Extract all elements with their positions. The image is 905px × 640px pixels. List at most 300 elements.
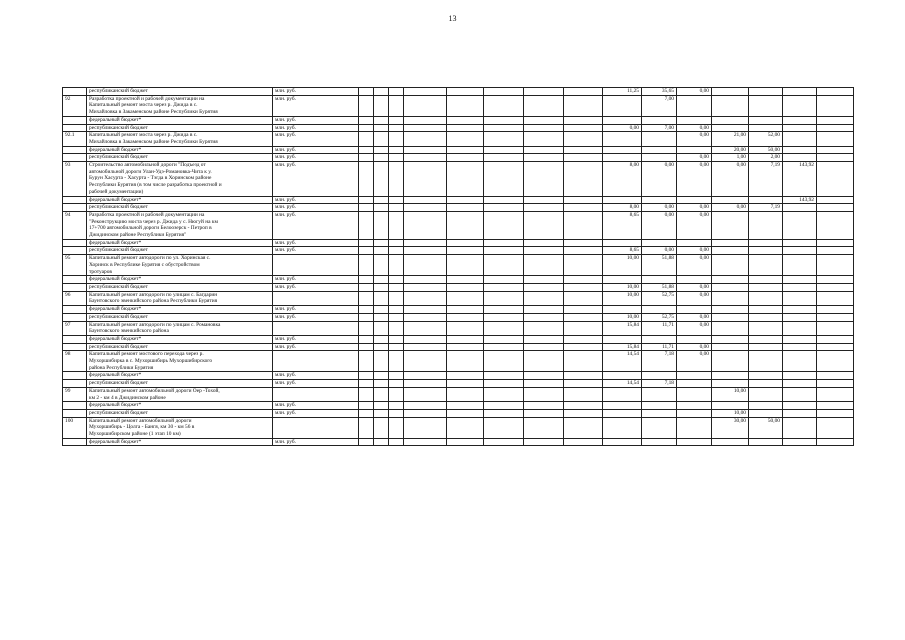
empty-cell (404, 343, 447, 351)
value-cell (783, 313, 817, 321)
value-cell: 10,00 (712, 409, 749, 417)
empty-cell (404, 351, 447, 372)
unit-cell: млн. руб. (273, 372, 359, 380)
description-cell (87, 380, 273, 388)
empty-cell (484, 438, 524, 446)
empty-cell (374, 343, 389, 351)
row-number-cell: 96 (63, 291, 87, 305)
empty-cell (524, 95, 564, 116)
row-number-cell (63, 276, 87, 284)
empty-cell (374, 132, 389, 146)
description-cell (87, 306, 273, 314)
description-cell (87, 255, 273, 276)
empty-cell (374, 276, 389, 284)
empty-cell (484, 276, 524, 284)
value-cell: 30,00 (712, 417, 749, 438)
empty-cell (389, 380, 404, 388)
description-line: Михайловка в Закаменском районе Республики Бурятия (89, 138, 218, 145)
value-cell (677, 387, 712, 401)
empty-cell (374, 154, 389, 162)
empty-cell (404, 380, 447, 388)
value-cell (677, 146, 712, 154)
description-cell (87, 211, 273, 239)
empty-cell (389, 247, 404, 255)
description-line: Хоринск в Республике Бурятия с обустройством (89, 261, 200, 268)
description-line: республиканский бюджет (89, 247, 148, 254)
value-cell (712, 306, 749, 314)
value-cell: 8,65 (603, 247, 642, 255)
value-cell (603, 132, 642, 146)
value-cell (642, 417, 677, 438)
empty-cell (389, 211, 404, 239)
empty-cell (359, 88, 374, 96)
empty-cell (359, 162, 374, 197)
empty-cell (359, 380, 374, 388)
empty-cell (564, 255, 603, 276)
unit-cell: млн. руб. (273, 146, 359, 154)
empty-cell (374, 313, 389, 321)
empty-cell (447, 438, 484, 446)
table-row (63, 247, 854, 255)
value-cell (817, 276, 854, 284)
empty-cell (374, 239, 389, 247)
unit-cell: млн. руб. (273, 88, 359, 96)
value-cell (749, 291, 783, 305)
value-cell: 8,00 (603, 162, 642, 197)
value-cell (783, 211, 817, 239)
empty-cell (564, 247, 603, 255)
unit-cell: млн. руб. (273, 239, 359, 247)
table-row (63, 283, 854, 291)
description-cell (87, 417, 273, 438)
empty-cell (389, 438, 404, 446)
unit-cell: млн. руб. (273, 313, 359, 321)
empty-cell (374, 306, 389, 314)
value-cell (642, 239, 677, 247)
unit-cell: млн. руб. (273, 283, 359, 291)
description-cell (87, 351, 273, 372)
empty-cell (374, 255, 389, 276)
empty-cell (404, 321, 447, 335)
description-line: федеральный бюджет* (89, 335, 142, 342)
row-number-cell (63, 239, 87, 247)
description-line: Капитальный ремонт мостового перехода через р. (89, 351, 204, 358)
unit-cell: млн. руб. (273, 335, 359, 343)
table-row (63, 88, 854, 96)
description-line: Разработка проектной и рабочей документации на (89, 95, 205, 102)
description-line: района Республики Бурятия (89, 364, 154, 371)
empty-cell (484, 124, 524, 132)
value-cell: 10,00 (603, 255, 642, 276)
empty-cell (447, 276, 484, 284)
empty-cell (447, 351, 484, 372)
value-cell (677, 196, 712, 204)
value-cell (817, 387, 854, 401)
description-line: республиканский бюджет (89, 283, 148, 290)
empty-cell (564, 116, 603, 124)
empty-cell (404, 162, 447, 197)
value-cell (712, 372, 749, 380)
empty-cell (524, 387, 564, 401)
empty-cell (447, 211, 484, 239)
empty-cell (447, 417, 484, 438)
row-number-cell (63, 116, 87, 124)
description-line: Разработка проектной и рабочей документации на (89, 211, 205, 218)
value-cell: 0,00 (677, 132, 712, 146)
value-cell (817, 116, 854, 124)
value-cell (817, 239, 854, 247)
value-cell (712, 116, 749, 124)
value-cell: 11,71 (642, 321, 677, 335)
row-number-cell: 92.1 (63, 132, 87, 146)
value-cell (677, 438, 712, 446)
empty-cell (389, 283, 404, 291)
value-cell (712, 211, 749, 239)
row-number-cell: 93 (63, 162, 87, 197)
empty-cell (524, 88, 564, 96)
description-line: рабочей документации) (89, 188, 144, 195)
empty-cell (404, 154, 447, 162)
value-cell (603, 387, 642, 401)
value-cell (783, 387, 817, 401)
empty-cell (564, 95, 603, 116)
empty-cell (359, 283, 374, 291)
value-cell (603, 438, 642, 446)
empty-cell (374, 88, 389, 96)
value-cell: 10,00 (712, 387, 749, 401)
unit-cell: млн. руб. (273, 132, 359, 146)
empty-cell (359, 276, 374, 284)
value-cell: 10,00 (603, 283, 642, 291)
empty-cell (564, 124, 603, 132)
table-row (63, 162, 854, 197)
value-cell: 0,00 (677, 351, 712, 372)
empty-cell (374, 124, 389, 132)
value-cell (677, 372, 712, 380)
empty-cell (447, 116, 484, 124)
empty-cell (484, 313, 524, 321)
value-cell (603, 276, 642, 284)
row-number-cell (63, 204, 87, 212)
value-cell (712, 255, 749, 276)
table-row (63, 387, 854, 401)
empty-cell (404, 204, 447, 212)
value-cell (677, 417, 712, 438)
empty-cell (389, 154, 404, 162)
value-cell: 0,00 (677, 343, 712, 351)
description-line: республиканский бюджет (89, 204, 148, 211)
value-cell (603, 372, 642, 380)
value-cell: 0,00 (677, 154, 712, 162)
description-line: Капитальный ремонт автодороги по улицам с. Багдарин (89, 291, 218, 298)
description-line: км 2 - км 4 в Джидинском районе (89, 394, 166, 401)
value-cell (783, 255, 817, 276)
empty-cell (404, 124, 447, 132)
description-line: республиканский бюджет (89, 124, 148, 131)
empty-cell (374, 291, 389, 305)
value-cell (817, 132, 854, 146)
empty-cell (447, 313, 484, 321)
empty-cell (447, 335, 484, 343)
description-cell (87, 196, 273, 204)
empty-cell (359, 335, 374, 343)
description-cell (87, 283, 273, 291)
empty-cell (484, 88, 524, 96)
empty-cell (447, 380, 484, 388)
empty-cell (447, 247, 484, 255)
empty-cell (389, 255, 404, 276)
value-cell (603, 335, 642, 343)
empty-cell (564, 402, 603, 410)
empty-cell (524, 124, 564, 132)
value-cell (783, 438, 817, 446)
value-cell (783, 343, 817, 351)
value-cell (783, 335, 817, 343)
value-cell (817, 321, 854, 335)
value-cell (783, 116, 817, 124)
empty-cell (484, 162, 524, 197)
empty-cell (359, 255, 374, 276)
description-cell (87, 276, 273, 284)
empty-cell (359, 402, 374, 410)
value-cell: 51,88 (642, 255, 677, 276)
empty-cell (404, 196, 447, 204)
value-cell: 20,00 (712, 146, 749, 154)
empty-cell (564, 313, 603, 321)
empty-cell (447, 283, 484, 291)
empty-cell (404, 283, 447, 291)
unit-cell: млн. руб. (273, 438, 359, 446)
value-cell (783, 306, 817, 314)
value-cell (642, 132, 677, 146)
row-number-cell: 99 (63, 387, 87, 401)
empty-cell (524, 283, 564, 291)
value-cell (712, 438, 749, 446)
empty-cell (564, 409, 603, 417)
value-cell (817, 313, 854, 321)
empty-cell (484, 291, 524, 305)
table-row (63, 313, 854, 321)
empty-cell (404, 402, 447, 410)
value-cell (712, 196, 749, 204)
description-line: Строительство автомобильной дороги "Подъезд от (89, 162, 206, 169)
value-cell (677, 306, 712, 314)
empty-cell (524, 321, 564, 335)
value-cell (783, 283, 817, 291)
value-cell: 11,71 (642, 343, 677, 351)
value-cell (749, 409, 783, 417)
empty-cell (389, 116, 404, 124)
empty-cell (404, 313, 447, 321)
value-cell: 2,00 (749, 154, 783, 162)
description-cell (87, 124, 273, 132)
value-cell (817, 409, 854, 417)
table-row (63, 116, 854, 124)
empty-cell (524, 313, 564, 321)
value-cell (817, 88, 854, 96)
empty-cell (389, 124, 404, 132)
empty-cell (389, 335, 404, 343)
value-cell (817, 351, 854, 372)
row-number-cell (63, 438, 87, 446)
empty-cell (389, 402, 404, 410)
empty-cell (484, 417, 524, 438)
description-line: федеральный бюджет* (89, 438, 142, 445)
description-line: Мухоршибирь - Цолга - Бангя, км 30 - км 56 в (89, 424, 195, 431)
empty-cell (374, 417, 389, 438)
empty-cell (524, 204, 564, 212)
empty-cell (374, 351, 389, 372)
value-cell (603, 146, 642, 154)
empty-cell (359, 211, 374, 239)
value-cell: 0,00 (677, 204, 712, 212)
empty-cell (404, 417, 447, 438)
value-cell (603, 402, 642, 410)
value-cell (642, 154, 677, 162)
description-line: Бурун Хасурта - Хасурта - Тэгда в Хоринском районе (89, 175, 212, 182)
value-cell (642, 116, 677, 124)
empty-cell (389, 196, 404, 204)
value-cell (783, 409, 817, 417)
row-number-cell (63, 380, 87, 388)
value-cell (603, 196, 642, 204)
empty-cell (484, 116, 524, 124)
empty-cell (374, 402, 389, 410)
description-cell (87, 343, 273, 351)
value-cell (603, 95, 642, 116)
description-line: федеральный бюджет* (89, 239, 142, 246)
value-cell (712, 283, 749, 291)
description-cell (87, 88, 273, 96)
unit-cell: млн. руб. (273, 196, 359, 204)
empty-cell (374, 438, 389, 446)
value-cell (712, 313, 749, 321)
empty-cell (484, 146, 524, 154)
value-cell: 0,00 (677, 313, 712, 321)
value-cell (783, 380, 817, 388)
empty-cell (564, 196, 603, 204)
empty-cell (447, 306, 484, 314)
value-cell (783, 417, 817, 438)
empty-cell (404, 95, 447, 116)
value-cell (817, 417, 854, 438)
empty-cell (484, 95, 524, 116)
description-cell (87, 154, 273, 162)
description-cell (87, 247, 273, 255)
value-cell: 0,00 (642, 211, 677, 239)
empty-cell (564, 204, 603, 212)
description-line: республиканский бюджет (89, 154, 148, 161)
description-cell (87, 95, 273, 116)
value-cell (817, 402, 854, 410)
description-line: республиканский бюджет (89, 313, 148, 320)
table-row (63, 211, 854, 239)
value-cell: 8,65 (603, 211, 642, 239)
empty-cell (359, 343, 374, 351)
value-cell (603, 239, 642, 247)
table-row (63, 239, 854, 247)
empty-cell (374, 247, 389, 255)
empty-cell (374, 387, 389, 401)
value-cell: 52,75 (642, 313, 677, 321)
empty-cell (359, 306, 374, 314)
unit-cell: млн. руб. (273, 343, 359, 351)
empty-cell (447, 372, 484, 380)
empty-cell (564, 351, 603, 372)
empty-cell (484, 387, 524, 401)
empty-cell (524, 247, 564, 255)
value-cell (677, 335, 712, 343)
empty-cell (524, 196, 564, 204)
empty-cell (484, 239, 524, 247)
value-cell (783, 402, 817, 410)
empty-cell (484, 247, 524, 255)
description-cell (87, 204, 273, 212)
empty-cell (564, 343, 603, 351)
value-cell: 0,00 (677, 211, 712, 239)
value-cell: 52,00 (749, 132, 783, 146)
value-cell (817, 154, 854, 162)
value-cell (677, 116, 712, 124)
empty-cell (404, 387, 447, 401)
value-cell (642, 276, 677, 284)
description-line: "Реконструкцию моста через р. Джида у с. Нюгуй на км (89, 218, 218, 225)
value-cell (603, 154, 642, 162)
empty-cell (359, 146, 374, 154)
value-cell (817, 162, 854, 197)
value-cell (749, 247, 783, 255)
description-line: федеральный бюджет* (89, 196, 142, 203)
description-line: республиканский бюджет (89, 343, 148, 350)
value-cell (783, 351, 817, 372)
value-cell (817, 146, 854, 154)
empty-cell (524, 351, 564, 372)
description-cell (87, 291, 273, 305)
table-row (63, 204, 854, 212)
value-cell (749, 239, 783, 247)
row-number-cell (63, 154, 87, 162)
table-row (63, 154, 854, 162)
table-row (63, 380, 854, 388)
empty-cell (389, 351, 404, 372)
value-cell (642, 402, 677, 410)
empty-cell (404, 239, 447, 247)
value-cell (817, 372, 854, 380)
empty-cell (564, 132, 603, 146)
value-cell (642, 372, 677, 380)
empty-cell (359, 351, 374, 372)
empty-cell (389, 417, 404, 438)
unit-cell: млн. руб. (273, 409, 359, 417)
value-cell (677, 380, 712, 388)
table-row (63, 196, 854, 204)
empty-cell (484, 306, 524, 314)
value-cell (603, 409, 642, 417)
description-cell (87, 116, 273, 124)
empty-cell (359, 196, 374, 204)
value-cell: 7,00 (642, 124, 677, 132)
unit-cell: млн. руб. (273, 124, 359, 132)
empty-cell (484, 154, 524, 162)
value-cell: 7,19 (749, 162, 783, 197)
empty-cell (484, 255, 524, 276)
empty-cell (524, 343, 564, 351)
value-cell (783, 247, 817, 255)
empty-cell (564, 306, 603, 314)
empty-cell (524, 276, 564, 284)
value-cell (783, 291, 817, 305)
empty-cell (484, 380, 524, 388)
